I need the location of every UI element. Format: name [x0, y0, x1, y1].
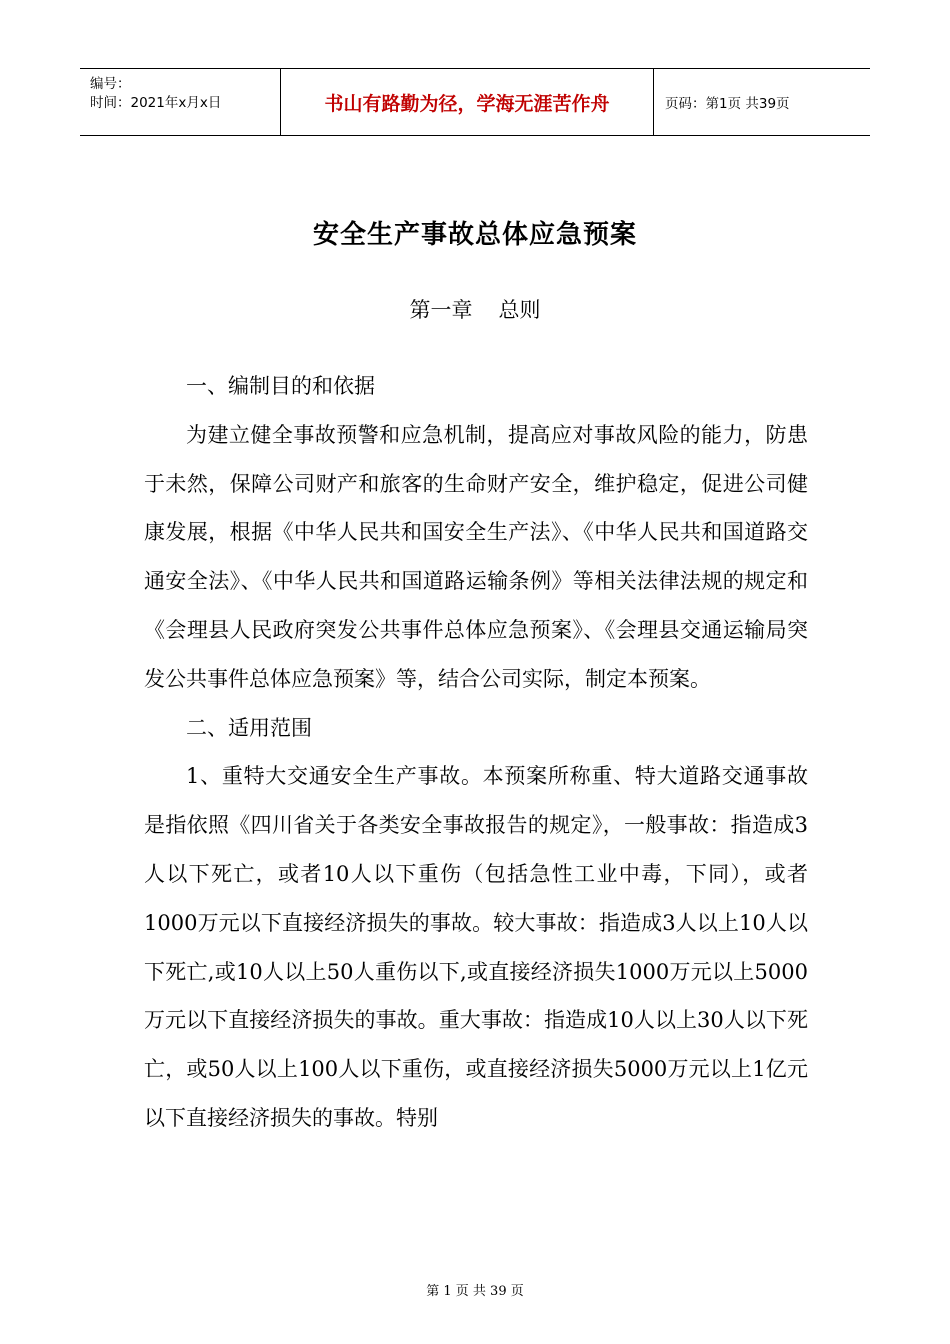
section-heading-purpose: 一、编制目的和依据 [186, 374, 375, 398]
motto-text: 书山有路勤为径，学海无涯苦作舟 [324, 92, 610, 115]
number-label: 编号： [90, 76, 131, 92]
chapter-number: 第一章 [409, 298, 473, 322]
time-label: 时间：2021年x月x日 [90, 95, 222, 111]
section-heading-scope: 二、适用范围 [186, 715, 312, 740]
document-body [144, 362, 808, 1143]
header-motto-cell [281, 69, 654, 135]
header-table [80, 68, 870, 136]
header-meta-cell [80, 69, 281, 135]
page-footer: 第 1 页 共 39 页 [426, 1284, 524, 1299]
chapter-heading [0, 294, 950, 324]
paragraph-purpose: 为建立健全事故预警和应急机制，提高应对事故风险的能力，防患于未然，保障公司财产和旅客的生命财产安全，维护稳定，促进公司健康发展，根据《中华人民共和国安全生产法》、《中华人民共和国道路交通安全法》、《中华人民共和国道路运输条例》等相关法律法规的规定和《会理县人民政府突发公共事件总体应急预案》、《会理县交通运输局突发公共事件总体应急预案》等，结合公司实际，制定本预案。 [144, 422, 808, 691]
header-page-cell [654, 69, 870, 135]
paragraph-scope: 1、重特大交通安全生产事故。本预案所称重、特大道路交通事故是指依照《四川省关于各类安全事故报告的规定》，一般事故：指造成3人以下死亡，或者10人以下重伤（包括急性工业中毒，下同），或者1000万元以下直接经济损失的事故。较大事故：指造成3人以上10人以下死亡,或10人以上50人重伤以下,或直接经济损失1000万元以上5000万元以下直接经济损失的事故。重大事故：指造成10人以上30人以下死亡，或50人以上100人以下重伤，或直接经济损失5000万元以上1亿元以下直接经济损失的事故。特别 [144, 764, 808, 1130]
chapter-title: 总则 [498, 298, 541, 322]
page-info: 页码：第1页 共39页 [665, 96, 790, 112]
document-title: 安全生产事故总体应急预案 [312, 220, 637, 250]
